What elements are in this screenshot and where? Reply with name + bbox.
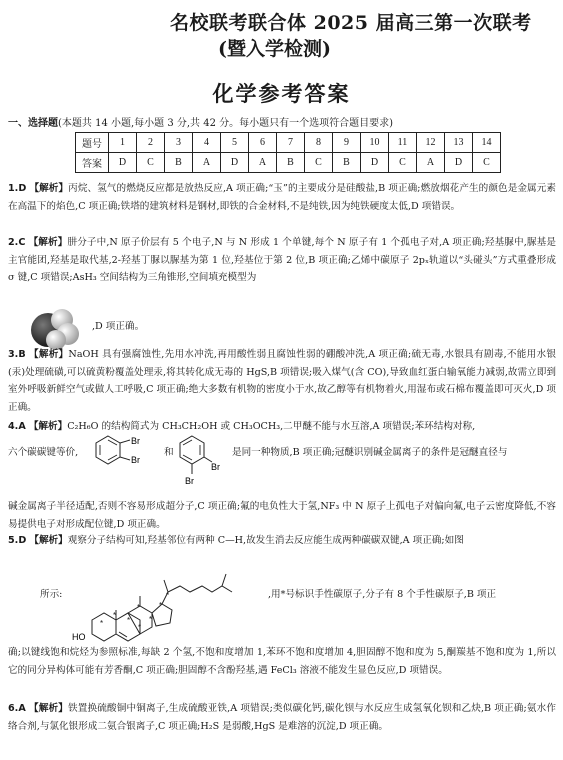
section-label: 一、选择题 (8, 118, 58, 129)
answer-number: 1.D (8, 183, 27, 194)
structure-pre-text: 六个碳碳键等价, (8, 447, 79, 458)
bromine-label: Br (131, 436, 140, 446)
bromine-label: Br (211, 462, 220, 472)
answer-4-structure-line (8, 444, 78, 458)
answer-cell: C (473, 153, 501, 173)
chiral-star-icon: * (137, 603, 141, 612)
chiral-star-icon: * (100, 619, 104, 628)
analysis-text: 确;以键线饱和烷烃为参照标准,每缺 2 个氢,不饱和度增加 1,苯环不饱和度增加 4,胆固醇不饱和度为 5,酮羰基不饱和度为 1,所以它的同分异构体可能有芳香酮,C 项正确;胆固醇不含酚羟基,遇 FeCl₃ 溶液不能发生显色反应,D 项错误。 (8, 647, 556, 676)
answer-3 (8, 346, 556, 416)
ho-label: HO (72, 632, 86, 642)
chiral-star-icon: * (149, 615, 153, 624)
row-label: 答案 (76, 153, 109, 173)
chiral-star-icon: * (138, 623, 142, 632)
o-dibromobenzene-structure-1 (94, 432, 164, 470)
analysis-tag: 【解析】 (29, 535, 68, 546)
answer-cell: D (361, 153, 389, 173)
answer-1 (8, 180, 556, 215)
question-number-cell: 4 (193, 133, 221, 153)
answer-5-cont (8, 644, 556, 679)
analysis-text: 碱金属离子半径适配,否则不容易形成超分子,C 项正确;氟的电负性大于氢,NF₃ 中 N 原子上孤电子对偏向氟,电子云密度降低,不容易提供电子对形成配位键,D 项正确。 (8, 501, 556, 530)
and-word: 和 (164, 447, 174, 458)
chiral-star-icon: * (166, 591, 170, 600)
analysis-text: NaOH 具有强腐蚀性,先用水冲洗,再用酸性弱且腐蚀性弱的硼酸冲洗,A 项正确;硫无毒,水银具有剧毒,不能用水银(汞)处理硫磺,可以硫黄粉覆盖处理汞,将其转化成无毒的 HgS,B 项错误;吸入煤气(含 CO),导致血红蛋白输氧能力减弱,故需立即到室外呼吸新鲜空气或做人工呼吸,C 项正确;绝大多数有机物的密度小于水,故乙醇等有机物着火,用湿布或石棉布覆盖即可灭火,D 项正确。 (8, 349, 556, 413)
question-number-cell: 10 (361, 133, 389, 153)
analysis-text: 肼分子中,N 原子价层有 5 个电子,N 与 N 形成 1 个单键,每个 N 原子有 1 个孤电子对,A 项正确;羟基脲中,脲基是主官能团,羟基是取代基,2-羟基丁脲以脲基为第 1 位,羟基位于第 2 位,B 项正确;乙烯中碳原子 2pₓ轨道以“头碰头”方式重叠形成 σ 键,C 项错误;AsH₃ 空间结构为三角锥形,空间填充模型为 (8, 237, 556, 283)
analysis-tag: 【解析】 (29, 183, 69, 194)
question-number-cell: 3 (165, 133, 193, 153)
doc-title: 化学参考答案 (212, 82, 351, 106)
answer-cell: C (305, 153, 333, 173)
answer-4 (8, 418, 556, 436)
answer-4-cont (8, 498, 556, 533)
answer-cell: A (193, 153, 221, 173)
chiral-star-icon: * (113, 611, 117, 620)
bromine-label: Br (131, 455, 140, 465)
ash3-space-filling-model (28, 306, 86, 350)
answer-number: 6.A (8, 703, 26, 714)
row-label: 题号 (76, 133, 109, 153)
answer-number: 4.A (8, 421, 26, 432)
o-dibromobenzene-structure-2 (178, 432, 228, 492)
answer-cell: C (389, 153, 417, 173)
exam-subtitle: (暨入学检测) (218, 38, 331, 60)
section-heading (8, 114, 393, 129)
question-number-cell: 9 (333, 133, 361, 153)
answer-number: 5.D (8, 535, 27, 546)
analysis-tag: 【解析】 (28, 237, 68, 248)
section-desc: (本题共 14 小题,每小题 3 分,共 42 分。每小题只有一个选项符合题目要求) (58, 118, 394, 129)
analysis-text: C₂H₆O 的结构简式为 CH₃CH₂OH 或 CH₃OCH₃,二甲醚不能与水互溶,A 项错误;苯环结构对称, (67, 421, 476, 432)
answer-cell: A (417, 153, 445, 173)
answer-table (75, 132, 501, 173)
answer-cell: A (249, 153, 277, 173)
question-number-cell: 8 (305, 133, 333, 153)
question-number-cell: 1 (109, 133, 137, 153)
analysis-tag: 【解析】 (28, 349, 69, 360)
table-row (76, 133, 501, 153)
answer-2-tail: ,D 项正确。 (92, 321, 145, 332)
answer-5 (8, 532, 556, 550)
answer-4-post-struct: 是同一种物质,B 项正确;冠醚识别碱金属离子的条件是冠醚直径与 (232, 447, 508, 458)
answer-number: 2.C (8, 237, 26, 248)
answer-cell: B (165, 153, 193, 173)
table-row (76, 153, 501, 173)
answer-cell: B (333, 153, 361, 173)
analysis-text: 丙烷、氢气的燃烧反应都是放热反应,A 项正确;“玉”的主要成分是硅酸盐,B 项正确;燃放烟花产生的颜色是金属元素在高温下的焰色,C 项正确;铁塔的建筑材料是钢材,即铁的合金材料,不是纯铁,因为纯铁硬度太低,D 项错误。 (8, 183, 556, 212)
question-number-cell: 6 (249, 133, 277, 153)
question-number-cell: 14 (473, 133, 501, 153)
cholesterol-structure (72, 548, 262, 643)
answer-cell: D (445, 153, 473, 173)
question-number-cell: 7 (277, 133, 305, 153)
answer-6 (8, 700, 556, 735)
analysis-text: 铁置换硫酸铜中铜离子,生成硫酸亚铁,A 项错误;类似碳化钙,碳化钡与水反应生成氢氧化钡和乙炔,B 项正确;氨水作络合剂,与氯化银形成二氨合银离子,C 项正确;H₂S 是弱酸,HgS 是难溶的沉淀,D 项正确。 (8, 703, 556, 732)
answer-number: 3.B (8, 349, 26, 360)
question-number-cell: 13 (445, 133, 473, 153)
question-number-cell: 11 (389, 133, 417, 153)
answer-cell: D (221, 153, 249, 173)
analysis-tag: 【解析】 (28, 703, 68, 714)
question-number-cell: 12 (417, 133, 445, 153)
analysis-text: 观察分子结构可知,羟基邻位有两种 C—H,故发生消去反应能生成两种碳碳双键,A 项正确;如图 (67, 535, 464, 546)
answer-cell: B (277, 153, 305, 173)
exam-title: 名校联考联合体 2025 届高三第一次联考 (170, 12, 532, 34)
question-number-cell: 2 (137, 133, 165, 153)
answer-2 (8, 234, 556, 287)
question-number-cell: 5 (221, 133, 249, 153)
analysis-tag: 【解析】 (28, 421, 68, 432)
chiral-star-icon: * (159, 601, 163, 610)
answer-5-struct-tail: ,用*号标识手性碳原子,分子有 8 个手性碳原子,B 项正 (268, 589, 497, 600)
chiral-star-icon: * (127, 616, 131, 625)
answer-cell: D (109, 153, 137, 173)
as-shown-text: 所示: (40, 589, 63, 600)
answer-cell: C (137, 153, 165, 173)
bromine-label: Br (185, 476, 194, 486)
